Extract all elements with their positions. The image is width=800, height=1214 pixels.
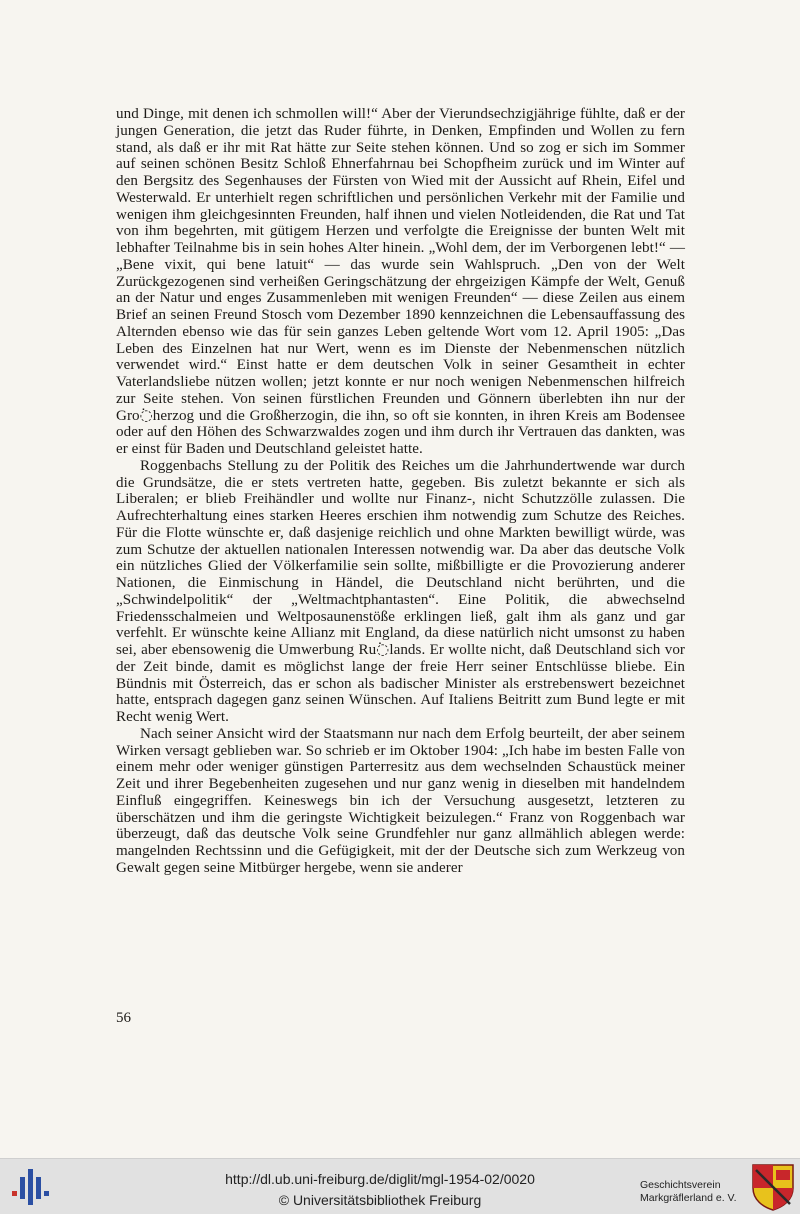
society-name[interactable] (640, 1179, 750, 1204)
ub-freiburg-logo-icon[interactable] (10, 1167, 52, 1207)
paragraph: Roggenbachs Stellung zu der Politik des Reiches um die Jahrhundertwende war durch die Grundsätze, die er stets vertreten hatte, gegeben. Bis zuletzt bekannte er sich als Liberalen; er blieb Freihändler und wollte nur Finanz-, nicht Schutzzölle zulassen. Die Aufrechterhaltung eines starken Heeres erschien ihm notwendig zum Schutze des Reiches. Für die Flotte wünschte er, daß dasjenige reichlich und ohne Markten bewilligt würde, was zum Schutze der aktuellen nationalen Interessen notwendig war. Da aber das deutsche Volk ein nützliches Glied der Völkerfamilie sein sollte, mißbilligte er die Provozierung anderer Nationen, die Einmischung in Händel, die Deutschland nicht berührten, und die „Schwindelpolitik“ der „Weltmachtphantasten“. Eine Politik, die abwechselnd Friedensschalmeien und Weltposaunenstöße erklingen ließ, galt ihm als ganz und gar verfehlt. Er wünschte keine Allianz mit England, da diese natürlich nicht umsonst zu haben sei, aber ebensowenig die Umwerbung Ru߭lands. Er wollte nicht, daß Deutschland sich vor der Zeit binde, damit es möglichst lange der freie Herr seiner Entschlüsse bliebe. Ein Bündnis mit Österreich, das er schon als badischer Minister als erstrebenswert bezeichnet hatte, entsprach dagegen ganz seinen Wünschen. Auf Italiens Beitritt zum Bund legte er mit Recht wenig Wert. (116, 457, 685, 725)
coat-of-arms-icon[interactable] (750, 1162, 796, 1212)
society-name-line2: Markgräflerland e. V. (640, 1191, 737, 1204)
society-name-line1: Geschichtsverein (640, 1179, 721, 1191)
body-text (116, 106, 685, 877)
paragraph: Nach seiner Ansicht wird der Staatsmann nur nach dem Erfolg beurteilt, der aber seinem Wirken versagt geblieben war. So schrieb er im Oktober 1904: „Ich habe im besten Falle von einem mehr oder weniger günstigen Parterresitz aus dem wechselnden Schaustück meiner Zeit und ihrer Begebenheiten zugesehen und nur ganz wenig in dieselben mit handelndem Einfluß eingegriffen. Keineswegs bin ich der Versuchung ausgesetzt, letzteren zu überschätzen und ihm die geringste Wichtigkeit beizulegen.“ Franz von Roggenbach war überzeugt, daß das deutsche Volk seine Grundfehler nur ganz allmählich ablegen werde: mangelnden Rechtssinn und die Gefügigkeit, mit der der Deutsche sich zum Werkzeug von Gewalt gegen seine Mitbürger hergebe, wenn sie anderer (116, 725, 685, 876)
document-url-link[interactable]: http://dl.ub.uni-freiburg.de/diglit/mgl-1954-02/0020 (225, 1171, 535, 1187)
footer-bar (0, 1158, 800, 1214)
copyright-text: © Universitätsbibliothek Freiburg (278, 1192, 482, 1208)
paragraph: und Dinge, mit denen ich schmollen will!“ Aber der Vierundsechzigjährige fühlte, daß er der jungen Generation, die jetzt das Ruder führte, in Denken, Empfinden und Wollen zu fern stand, als daß er ihr mit Rat hätte zur Seite stehen können. Und so zog er sich im Sommer auf seinen schönen Besitz Schloß Ehnerfahrnau bei Schopfheim zurück und im Winter auf den Bergsitz des Segenhauses der Fürsten von Wied mit der Aussicht auf Rhein, Eifel und Westerwald. Er unterhielt regen schriftlichen und persönlichen Verkehr mit der Familie und wenigen ihm gleichgesinnten Freunden, half ihnen und vielen Notleidenden, die Rat und Tat von ihm begehrten, mit gütigem Herzen und verfolgte die Ereignisse der bunten Welt mit lebhafter Teilnahme bis in sein hohes Alter hinein. „Wohl dem, der im Verborgenen lebt!“ — „Bene vixit, qui bene latuit“ — das wurde sein Wahlspruch. „Den von der Welt Zurückgezogenen sind verheißen Geringschätzung der ehrgeizigen Kämpfe der Welt, Genuß an der Natur und enges Zusammenleben mit wenigen Freunden“ — diese Zeilen aus einem Brief an seinen Freund Stosch vom Dezember 1890 kennzeichnen die Lebensauffassung des Alternden ebenso wie das für sein ganzes Leben geltende Wort vom 12. April 1905: „Das Leben des Einzelnen hat nur Wert, wenn es im Dienste der Nebenmenschen nützlich verwendet wird.“ Einst hatte er dem deutschen Volk in seiner Gesamtheit in echter Vaterlandsliebe nützen wollen; jetzt konnte er nur noch wenigen Nebenmenschen hilfreich zur Seite stehen. Von seinen fürstlichen Freunden und Gönnern überlebten ihn nur der Gro߭herzog und die Großherzogin, die ihn, so oft sie konnten, in ihren Kreis am Bodensee oder auf den Höhen des Schwarzwaldes zogen und ihm durch ihr Vertrauen das dankten, was er einst für Baden und Deutschland geleistet hatte. (116, 106, 685, 457)
page-number: 56 (116, 1010, 131, 1026)
